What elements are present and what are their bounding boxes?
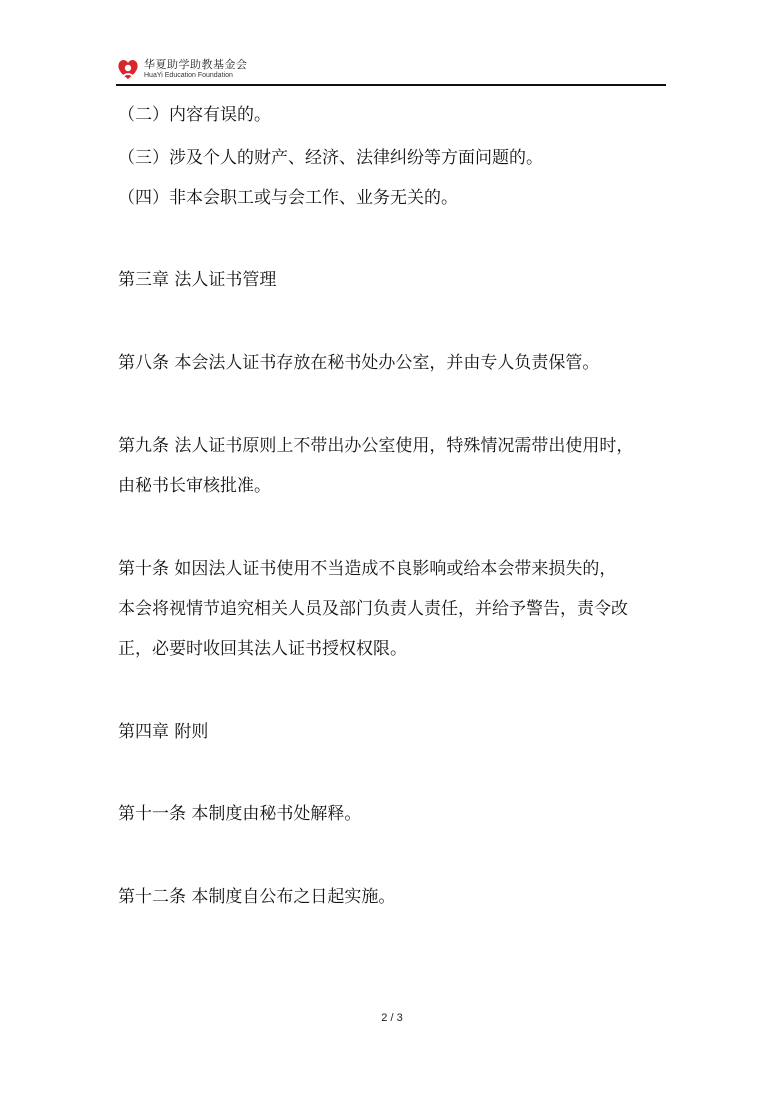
chapter-four-heading: 第四章 附则	[118, 722, 209, 742]
clause-item-3: （三）涉及个人的财产、经济、法律纠纷等方面问题的。	[118, 148, 543, 168]
foundation-logo-icon	[116, 56, 140, 82]
article-nine-line-2: 由秘书长审核批准。	[118, 476, 271, 496]
org-name-cn: 华夏助学助教基金会	[144, 58, 248, 71]
page-header	[116, 56, 666, 86]
org-name-en: HuaYi Education Foundation	[144, 72, 233, 79]
clause-item-2: （二）内容有误的。	[118, 105, 271, 125]
article-nine-line-1: 第九条 法人证书原则上不带出办公室使用，特殊情况需带出使用时，	[118, 436, 634, 456]
header-divider	[116, 84, 666, 86]
article-ten-line-3: 正，必要时收回其法人证书授权权限。	[118, 639, 407, 659]
article-twelve: 第十二条 本制度自公布之日起实施。	[118, 887, 396, 907]
page-number: 2 / 3	[381, 1012, 403, 1024]
clause-item-4: （四）非本会职工或与会工作、业务无关的。	[118, 188, 458, 208]
article-eight: 第八条 本会法人证书存放在秘书处办公室，并由专人负责保管。	[118, 353, 600, 373]
article-ten-line-2: 本会将视情节追究相关人员及部门负责人责任，并给予警告，责令改	[118, 599, 628, 619]
article-eleven: 第十一条 本制度由秘书处解释。	[118, 804, 362, 824]
chapter-three-heading: 第三章 法人证书管理	[118, 270, 277, 290]
article-ten-line-1: 第十条 如因法人证书使用不当造成不良影响或给本会带来损失的，	[118, 559, 617, 579]
